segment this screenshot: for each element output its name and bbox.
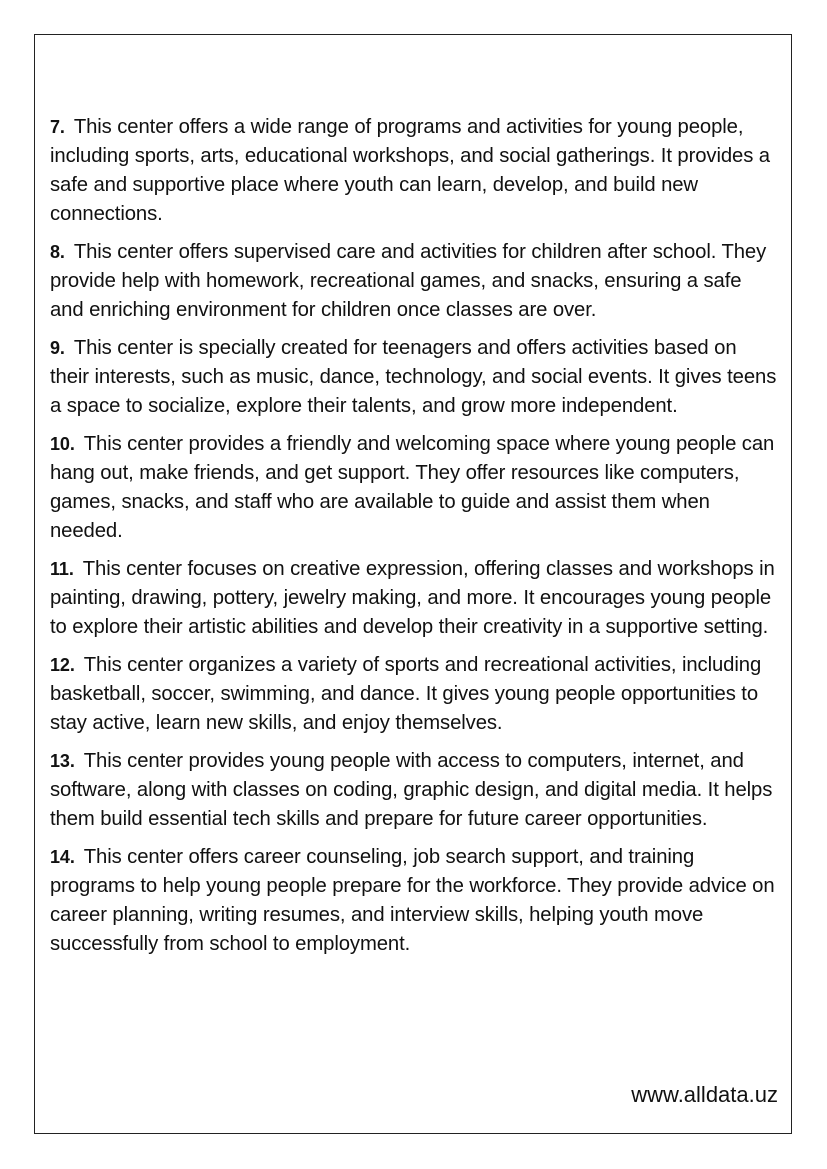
- list-item: [50, 238, 780, 325]
- item-number: 10.: [50, 434, 75, 454]
- item-number: 14.: [50, 847, 75, 867]
- item-number: 9.: [50, 338, 65, 358]
- item-text: This center offers career counseling, job search support, and training programs to help young people prepare for the workforce. They provide advice on career planning, writing resumes, and interview skills, helping youth move successfully from school to employment.: [50, 846, 775, 955]
- list-item: [50, 747, 780, 834]
- list-item: [50, 430, 780, 546]
- list-item: [50, 651, 780, 738]
- description-list: [50, 113, 780, 968]
- item-text: This center provides young people with access to computers, internet, and software, along with classes on coding, graphic design, and digital media. It helps them build essential tech skills and prepare for future career opportunities.: [50, 750, 773, 830]
- item-text: This center offers supervised care and activities for children after school. They provide help with homework, recreational games, and snacks, ensuring a safe and enriching environment for children once classes are over.: [50, 241, 767, 321]
- list-item: [50, 334, 780, 421]
- item-text: This center offers a wide range of programs and activities for young people, including sports, arts, educational workshops, and social gatherings. It provides a safe and supportive place where youth can learn, develop, and build new connections.: [50, 116, 770, 225]
- item-text: This center provides a friendly and welcoming space where young people can hang out, make friends, and get support. They offer resources like computers, games, snacks, and staff who are available to guide and assist them when needed.: [50, 433, 775, 542]
- item-text: This center organizes a variety of sports and recreational activities, including basketball, soccer, swimming, and dance. It gives young people opportunities to stay active, learn new skills, and enjoy themselves.: [50, 654, 762, 734]
- item-number: 11.: [50, 559, 74, 579]
- list-item: [50, 843, 780, 959]
- website-url: www.alldata.uz: [631, 1082, 778, 1107]
- item-text: This center focuses on creative expression, offering classes and workshops in painting, drawing, pottery, jewelry making, and more. It encourages young people to explore their artistic abilities and develop their creativity in a supportive setting.: [50, 558, 775, 638]
- item-text: This center is specially created for teenagers and offers activities based on their interests, such as music, dance, technology, and social events. It gives teens a space to socialize, explore their talents, and grow more independent.: [50, 337, 777, 417]
- list-item: [50, 113, 780, 229]
- item-number: 8.: [50, 242, 65, 262]
- list-item: [50, 555, 780, 642]
- item-number: 12.: [50, 655, 75, 675]
- item-number: 7.: [50, 117, 65, 137]
- item-number: 13.: [50, 751, 75, 771]
